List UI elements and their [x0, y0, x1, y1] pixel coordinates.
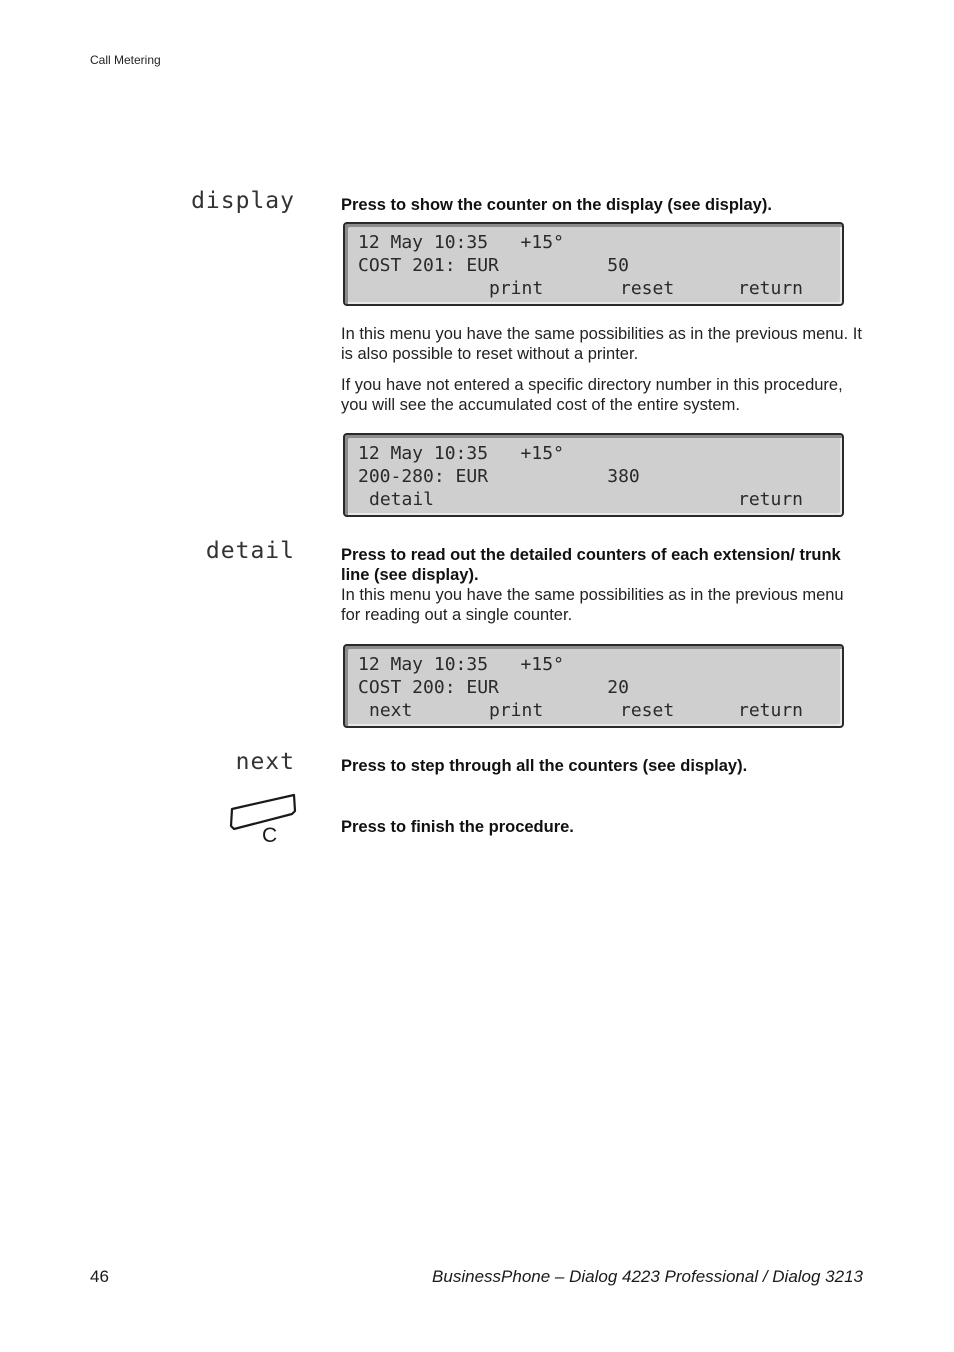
softkey-print: print [489, 700, 544, 721]
detail-key-label[interactable]: detail [205, 538, 295, 564]
clear-key-letter: C [262, 824, 278, 847]
softkey-return: return [738, 489, 804, 510]
softkey-reset: reset [620, 700, 675, 721]
footer-title: BusinessPhone – Dialog 4223 Professional / Dialog 3213 [432, 1267, 863, 1286]
paragraph: In this menu you have the same possibilities as in the previous menu for reading out a single counter. [341, 586, 844, 624]
clear-instruction: Press to finish the procedure. [341, 818, 574, 836]
paragraph: If you have not entered a specific directory number in this procedure, you will see the accumulated cost of the entire system. [341, 376, 843, 414]
explanation-block [341, 324, 866, 426]
lcd-line-1: 12 May 10:35 +15° [358, 232, 564, 253]
softkey-reset: reset [620, 278, 675, 299]
detail-text-block [341, 545, 866, 625]
next-instruction: Press to step through all the counters (see display). [341, 757, 748, 775]
lcd-display-2 [343, 433, 844, 517]
softkey-return: return [738, 700, 804, 721]
softkey-return: return [738, 278, 804, 299]
detail-instruction: Press to read out the detailed counters of each extension/ trunk line (see display). [341, 546, 841, 584]
page-number: 46 [90, 1267, 109, 1286]
lcd-line-1: 12 May 10:35 +15° [358, 443, 564, 464]
softkey-print: print [489, 278, 544, 299]
clear-key-icon[interactable] [228, 792, 298, 848]
display-key-label[interactable]: display [191, 188, 295, 214]
lcd-line-1: 12 May 10:35 +15° [358, 654, 564, 675]
lcd-line-2: 200-280: EUR 380 [358, 466, 640, 487]
lcd-line-2: COST 201: EUR 50 [358, 255, 629, 276]
next-key-label[interactable]: next [235, 749, 295, 775]
running-header: Call Metering [90, 53, 161, 67]
lcd-line-2: COST 200: EUR 20 [358, 677, 629, 698]
lcd-display-3 [343, 644, 844, 728]
softkey-next: next [369, 700, 413, 721]
softkey-detail: detail [369, 489, 435, 510]
paragraph: In this menu you have the same possibilities as in the previous menu. It is also possible to reset without a printer. [341, 325, 862, 363]
display-instruction: Press to show the counter on the display (see display). [341, 196, 772, 214]
lcd-display-1 [343, 222, 844, 306]
